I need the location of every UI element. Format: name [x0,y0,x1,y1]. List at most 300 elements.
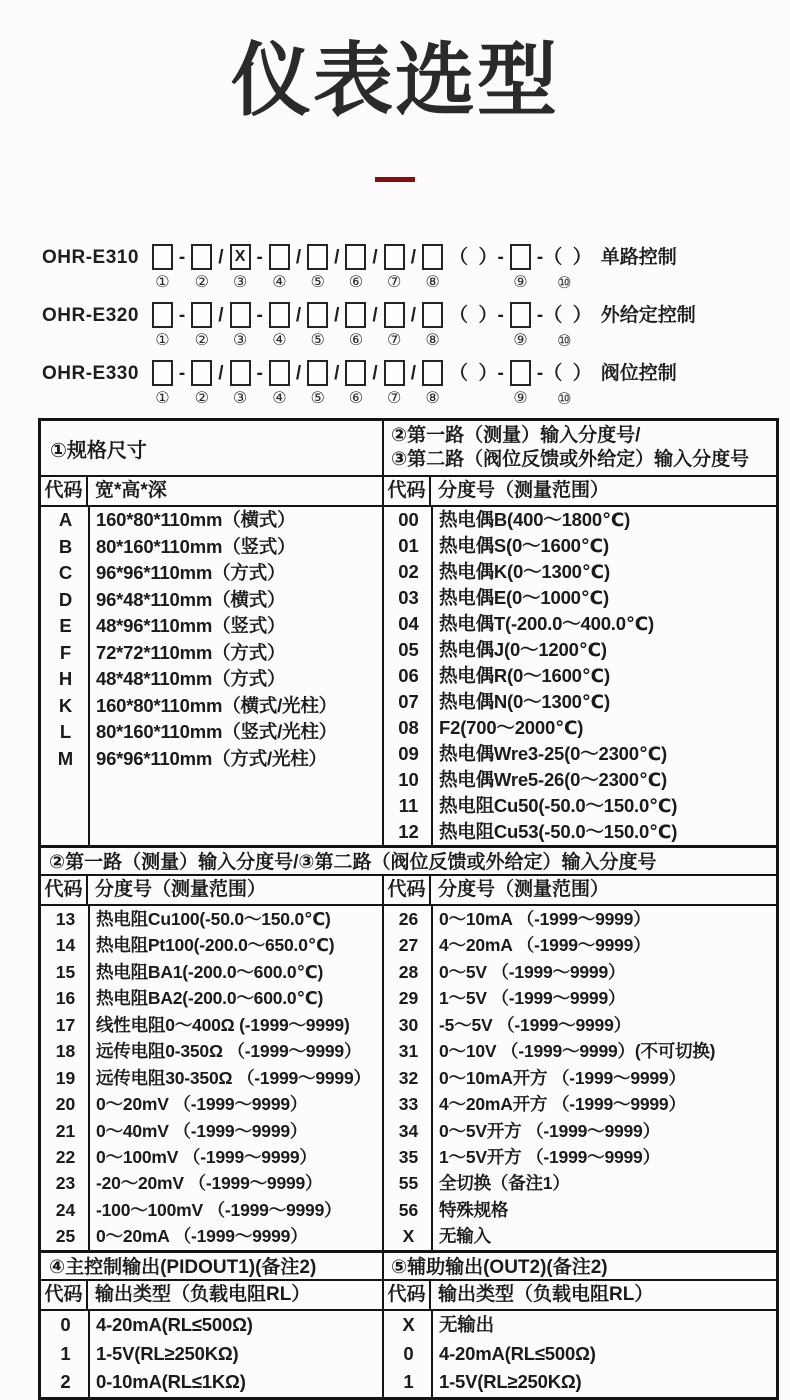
table-row [41,613,382,640]
desc-cell: 80*160*110mm（竖式） [96,535,296,557]
section2-title: ②第一路（测量）输入分度号/③第二路（阀位反馈或外给定）输入分度号 [41,845,776,876]
code-cell: 20 [55,1094,76,1115]
desc-cell: 1～5V开方 （-1999～9999） [439,1146,660,1167]
table-row [41,693,382,720]
table-row [41,640,382,667]
desc-cell: 热电阻BA2(-200.0～600.0℃) [96,988,324,1009]
code-cell: 0 [403,1342,414,1364]
table-row [41,959,382,985]
desc-cell: 远传电阻0-350Ω （-1999～9999） [96,1041,362,1062]
circled-number-4: ④ [272,274,287,291]
separator-slash: / [295,247,302,268]
circled-number-2: ② [194,274,209,291]
code-cell: 35 [398,1146,419,1167]
table-row [384,585,776,611]
code-cell: 11 [398,795,419,816]
desc-cell: 96*48*110mm（横式） [96,588,286,610]
option-box-7 [384,244,405,270]
table-row [384,1368,776,1397]
code-cell: 05 [398,639,419,660]
desc-cell: -100～100mV （-1999～9999） [96,1199,342,1220]
code-cell: 1 [60,1342,71,1364]
table-row [384,932,776,958]
field-8 [422,244,443,292]
table-row [384,507,776,533]
code-cell: 08 [398,717,419,738]
code-cell: 14 [55,935,76,956]
code-cell: 12 [398,821,419,842]
model-line [42,302,790,351]
code-cell: 02 [398,561,419,582]
desc-cell: 0～100mV （-1999～9999） [96,1146,317,1167]
circled-number-6: ⑥ [348,274,364,291]
code-cell: 09 [398,743,419,764]
desc-cell: 热电阻Cu53(-50.0～150.0℃) [439,821,678,842]
table-row [41,985,382,1011]
table-row [384,637,776,663]
table-row [384,1340,776,1369]
desc-cell: 0～20mA （-1999～9999） [96,1226,308,1247]
col-header-output-type: 输出类型（负载电阻RL） [438,1284,654,1305]
code-cell: 17 [55,1014,76,1035]
option-box-4 [269,360,290,386]
desc-cell: 48*96*110mm（竖式） [96,615,286,636]
code-cell: 55 [398,1173,419,1194]
separator-paren-dash: （ ）- [448,305,504,326]
section3-right-rows [384,1311,776,1397]
code-cell: K [58,694,73,716]
desc-cell: 热电偶E(0～1000℃) [439,587,609,608]
field-8 [422,302,443,350]
field-5 [307,360,328,408]
spec-table [38,418,779,1400]
section3-right-title: ⑤辅助输出(OUT2)(备注2) [391,1257,608,1278]
code-cell: 28 [398,961,419,982]
field-6 [345,360,366,408]
option-box-8 [422,360,443,386]
desc-cell: 0～5V开方 （-1999～9999） [439,1120,660,1141]
code-cell: 30 [398,1014,419,1035]
desc-cell: 特殊规格 [439,1199,509,1220]
code-cell: 25 [55,1226,76,1247]
option-box-4 [269,244,290,270]
code-cell: A [58,509,73,530]
desc-cell: -5～5V （-1999～9999） [439,1014,631,1035]
code-cell: L [59,721,72,742]
desc-cell: 无输出 [439,1314,494,1335]
option-box-8 [422,244,443,270]
table-row [384,611,776,637]
field-5 [307,302,328,350]
field-10 [537,360,592,409]
section1-body [41,507,776,845]
code-cell: 2 [60,1371,71,1392]
section1-input-rows [384,507,776,845]
col-header-code: 代码 [41,477,88,505]
model-code: OHR-E310 [42,247,139,268]
desc-cell: 热电偶J(0～1200℃) [439,639,607,660]
title-underline [375,177,415,182]
desc-cell: 4～20mA开方 （-1999～9999） [439,1094,686,1115]
field-4 [269,360,290,408]
option-box-7 [384,360,405,386]
circled-number-3: ③ [232,274,248,291]
table-row [384,959,776,985]
separator-dash-paren: -（ ） [536,305,592,326]
separator-dash: - [178,247,186,268]
model-line [42,244,790,293]
desc-cell: 1-5V(RL≥250KΩ) [439,1371,582,1392]
field-5 [307,244,328,292]
code-cell: B [58,535,73,557]
model-code: OHR-E320 [42,305,139,326]
circled-number-5: ⑤ [310,332,325,349]
circled-number-7: ⑦ [387,274,402,291]
desc-cell: 160*80*110mm（横式/光柱） [96,694,337,716]
desc-cell: 热电偶T(-200.0～400.0℃) [439,613,654,634]
control-type-label: 阀位控制 [600,363,677,384]
desc-cell: 热电偶B(400～1800℃) [439,509,631,530]
table-row [384,1065,776,1091]
table-row [384,1012,776,1038]
table-row [384,533,776,559]
section3-body [41,1311,776,1397]
field-1 [152,360,173,408]
code-cell: D [58,588,73,610]
desc-cell: 远传电阻30-350Ω （-1999～9999） [96,1067,371,1088]
field-10 [537,244,592,293]
table-row [41,1170,382,1196]
separator-dash: - [178,305,186,326]
option-box-9 [510,360,531,386]
option-box-9 [510,244,531,270]
table-row [384,793,776,819]
desc-cell: 热电阻Pt100(-200.0～650.0℃) [96,935,335,956]
desc-cell: 160*80*110mm（横式） [96,509,296,530]
section2-left-rows [41,906,384,1250]
code-cell: 34 [398,1120,419,1141]
option-box-1 [152,360,173,386]
table-row [384,715,776,741]
code-cell: 31 [398,1041,419,1062]
separator-slash: / [372,363,378,384]
separator-slash: / [218,363,224,384]
code-cell: 0 [60,1314,71,1335]
model-code: OHR-E330 [42,363,139,384]
section2-body [41,906,776,1250]
field-8 [422,360,443,408]
separator-slash: / [372,247,378,268]
option-box-3 [230,302,251,328]
table-row [41,1223,382,1249]
circled-number-9: ⑨ [513,274,528,291]
code-cell: 29 [398,988,419,1009]
col-header-range: 分度号（测量范围） [95,879,267,900]
table-row [384,906,776,932]
desc-cell: 热电偶Wre5-26(0～2300℃) [439,769,668,790]
circled-number-1: ① [155,390,170,407]
separator-dash-paren: -（ ） [536,363,592,384]
code-cell: 16 [55,988,76,1009]
desc-cell: 48*48*110mm（方式） [96,668,286,689]
field-4 [269,302,290,350]
circled-number-8: ⑧ [425,332,440,349]
control-type-label: 单路控制 [600,247,677,268]
table-row [384,1197,776,1223]
desc-cell: 热电偶K(0～1300℃) [439,561,610,582]
model-ordering-block [42,244,790,409]
separator-dash: - [256,247,263,268]
col-header-code: 代码 [384,876,431,904]
table-row [41,1197,382,1223]
desc-cell: 1-5V(RL≥250KΩ) [96,1342,239,1364]
circled-number-5: ⑤ [310,390,325,407]
table-row [41,932,382,958]
table-row [41,666,382,693]
code-cell: 26 [398,909,419,929]
col-header-size: 宽*高*深 [95,480,167,501]
separator-dash: - [256,305,263,326]
table-row [384,1091,776,1117]
field-4 [269,244,290,292]
option-box-5 [307,360,328,386]
desc-cell: -20～20mV （-1999～9999） [96,1173,323,1194]
section1-right-title-line2: ③第二路（阀位反馈或外给定）输入分度号 [391,449,750,470]
desc-cell: 0-10mA(RL≤1KΩ) [96,1371,246,1392]
section2-column-headers [41,876,776,906]
field-3 [230,302,251,350]
option-box-6 [345,360,366,386]
separator-paren-dash: （ ）- [448,363,504,384]
table-row [384,1038,776,1064]
table-row [41,1012,382,1038]
table-row [384,1223,776,1249]
section3-header [41,1250,776,1281]
option-box-2 [191,360,212,386]
code-cell: 01 [398,535,419,556]
code-cell: M [57,747,74,769]
separator-slash: / [218,305,224,326]
field-1 [152,302,173,350]
table-row [384,663,776,689]
circled-number-2: ② [194,332,209,349]
control-type-label: 外给定控制 [600,305,696,326]
section3-left-rows [41,1311,384,1397]
circled-number-10: ⑩ [557,391,572,408]
separator-dash: - [256,363,263,384]
option-box-5 [307,302,328,328]
col-header-output-type: 输出类型（负载电阻RL） [95,1284,311,1305]
code-cell: 19 [55,1067,76,1088]
circled-number-6: ⑥ [348,390,364,407]
table-row [384,1118,776,1144]
code-cell: 10 [398,769,419,790]
separator-slash: / [372,305,378,326]
field-2 [191,360,212,408]
section3-column-headers [41,1281,776,1311]
desc-cell: 96*96*110mm（方式） [96,562,286,583]
separator-slash: / [410,363,416,384]
field-3 [230,244,251,292]
desc-cell: 80*160*110mm（竖式/光柱） [96,721,337,742]
col-header-range: 分度号（测量范围） [438,480,610,501]
desc-cell: F2(700～2000℃) [439,717,584,738]
code-cell: 1 [403,1371,414,1392]
section2-right-rows [384,906,776,1250]
code-cell: C [58,562,73,583]
field-10 [537,302,592,351]
field-9 [510,302,531,350]
table-row [384,1144,776,1170]
field-9 [510,244,531,292]
code-cell: 13 [55,909,76,929]
table-row [41,1118,382,1144]
section1-left-title: ①规格尺寸 [41,421,384,475]
table-row [41,1340,382,1369]
separator-dash-paren: -（ ） [536,247,592,268]
table-row [384,767,776,793]
circled-number-1: ① [155,274,170,291]
table-row [384,1311,776,1340]
option-box-2 [191,302,212,328]
desc-cell: 4-20mA(RL≤500Ω) [96,1314,253,1335]
code-cell: 32 [398,1067,419,1088]
desc-cell: 无输入 [439,1226,491,1247]
circled-number-7: ⑦ [387,332,402,349]
option-box-8 [422,302,443,328]
option-box-2 [191,244,212,270]
table-row [41,534,382,561]
code-cell: 15 [55,961,76,982]
field-9 [510,360,531,408]
separator-slash: / [295,305,302,326]
section1-size-rows [41,507,384,845]
col-header-code: 代码 [41,876,88,904]
desc-cell: 96*96*110mm（方式/光柱） [96,747,327,769]
field-7 [384,360,405,408]
code-cell: 18 [55,1041,76,1062]
section1-column-headers [41,477,776,507]
table-row [384,689,776,715]
circled-number-10: ⑩ [557,333,572,350]
table-row [41,746,382,773]
code-cell: 24 [55,1199,76,1220]
desc-cell: 1～5V （-1999～9999） [439,988,626,1009]
option-box-1 [152,244,173,270]
desc-cell: 0～40mV （-1999～9999） [96,1120,308,1141]
code-cell: 27 [398,935,419,956]
code-cell: 23 [55,1173,76,1194]
circled-number-3: ③ [232,332,248,349]
section3-left-title: ④主控制输出(PIDOUT1)(备注2) [41,1253,384,1279]
circled-number-1: ① [155,332,170,349]
code-cell: 03 [398,587,419,608]
table-row [41,719,382,746]
circled-number-2: ② [194,390,209,407]
field-3 [230,360,251,408]
selection-guide-page [0,16,790,1392]
table-row [41,1065,382,1091]
field-7 [384,244,405,292]
desc-cell: 热电偶Wre3-25(0～2300℃) [439,743,668,764]
option-box-7 [384,302,405,328]
field-6 [345,244,366,292]
separator-paren-dash: （ ）- [448,247,504,268]
code-cell: F [59,641,72,663]
desc-cell: 线性电阻0～400Ω (-1999～9999) [96,1014,350,1035]
desc-cell: 0～10mA （-1999～9999） [439,909,651,929]
desc-cell: 热电阻BA1(-200.0～600.0℃) [96,961,324,982]
table-row [41,1091,382,1117]
code-cell: E [59,615,72,636]
table-row [41,507,382,534]
option-box-6 [345,244,366,270]
col-header-code: 代码 [384,1281,431,1309]
desc-cell: 热电偶N(0～1300℃) [439,691,610,712]
code-cell: H [58,668,73,689]
separator-slash: / [334,247,340,268]
col-header-code: 代码 [384,477,431,505]
circled-number-8: ⑧ [425,390,440,407]
section1-right-title [384,421,776,475]
section1-header [41,421,776,477]
code-cell: 22 [55,1146,76,1167]
desc-cell: 4-20mA(RL≤500Ω) [439,1342,596,1364]
desc-cell: 4～20mA （-1999～9999） [439,935,651,956]
field-7 [384,302,405,350]
code-cell: 04 [398,613,419,634]
circled-number-6: ⑥ [348,332,364,349]
table-row [384,985,776,1011]
section1-right-title-line1: ②第一路（测量）输入分度号/ [391,425,641,446]
table-row [41,1311,382,1340]
circled-number-5: ⑤ [310,274,325,291]
code-cell: 33 [398,1094,419,1115]
page-title: 仪表选型 [231,36,559,125]
desc-cell: 0～10mA开方 （-1999～9999） [439,1067,686,1088]
code-cell: 07 [398,691,419,712]
circled-number-7: ⑦ [387,390,402,407]
code-cell: X [402,1226,415,1247]
code-cell: 56 [398,1199,419,1220]
desc-cell: 热电阻Cu100(-50.0～150.0℃) [96,909,331,929]
field-6 [345,302,366,350]
option-box-3: X [230,244,251,270]
separator-slash: / [410,247,416,268]
table-row [41,587,382,614]
desc-cell: 0～10V （-1999～9999）(不可切换) [439,1041,716,1062]
desc-cell: 全切换（备注1） [439,1173,570,1194]
circled-number-3: ③ [232,390,248,407]
desc-cell: 0～5V （-1999～9999） [439,961,626,982]
circled-number-4: ④ [272,332,287,349]
option-box-5 [307,244,328,270]
circled-number-9: ⑨ [513,332,528,349]
separator-slash: / [334,305,340,326]
model-line [42,360,790,409]
option-box-4 [269,302,290,328]
separator-slash: / [218,247,224,268]
desc-cell: 72*72*110mm（方式） [96,641,286,663]
separator-dash: - [178,363,186,384]
circled-number-9: ⑨ [513,390,528,407]
table-row [41,560,382,587]
separator-slash: / [295,363,302,384]
desc-cell: 热电偶S(0～1600℃) [439,535,609,556]
table-row [41,1368,382,1397]
desc-cell: 热电阻Cu50(-50.0～150.0℃) [439,795,678,816]
separator-slash: / [410,305,416,326]
